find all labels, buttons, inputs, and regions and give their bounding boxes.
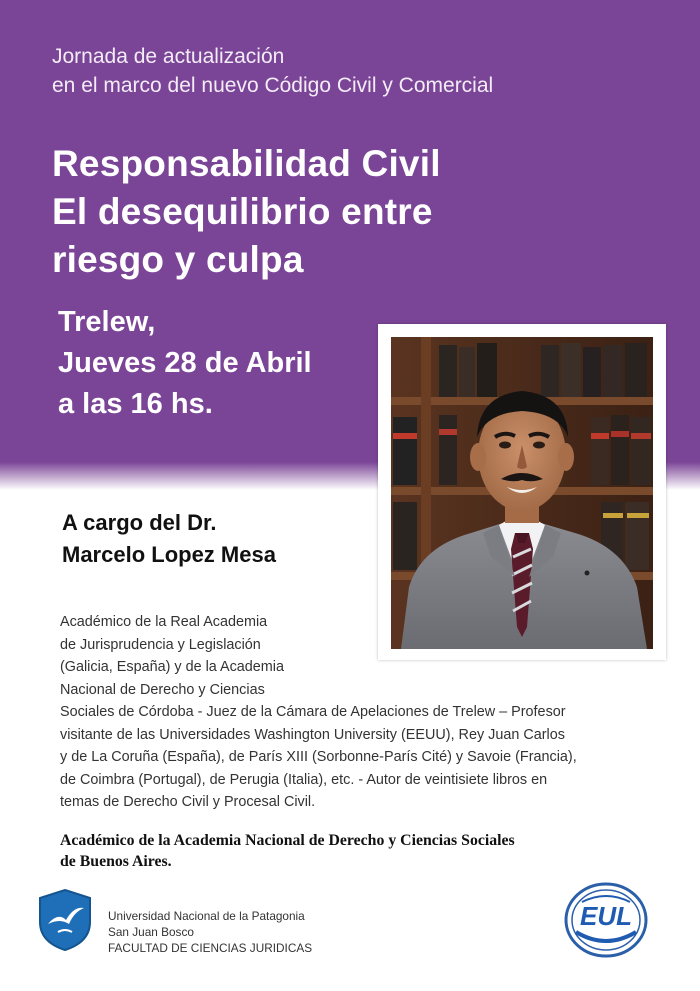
university-name [108, 908, 312, 956]
bio-line: y de La Coruña (España), de París XIII (Sorbonne-París Cité) y Savoie (Francia), [60, 749, 577, 765]
speaker-block [62, 507, 276, 571]
title-line: El desequilibrio entre [52, 191, 433, 232]
title-line: riesgo y culpa [52, 239, 304, 280]
speaker-name: Marcelo Lopez Mesa [62, 542, 276, 567]
intro-line: en el marco del nuevo Código Civil y Comercial [52, 74, 494, 97]
intro-text [52, 42, 493, 100]
faculty-line: FACULTAD DE CIENCIAS JURIDICAS [108, 941, 313, 955]
event-title [52, 140, 441, 284]
event-date-place [58, 302, 312, 425]
university-line: San Juan Bosco [108, 925, 194, 939]
bio-line: de Jurisprudencia y Legislación [60, 636, 261, 653]
speaker-intro: A cargo del Dr. [62, 510, 217, 535]
speaker-bio [60, 611, 577, 814]
bio-line: Sociales de Córdoba - Juez de la Cámara de Apelaciones de Trelew – Profesor [60, 704, 566, 720]
bio-highlight-line: Académico de la Academia Nacional de Derecho y Ciencias Sociales [60, 832, 515, 849]
bio-line: (Galicia, España) y de la Academia [60, 659, 284, 675]
university-line: Universidad Nacional de la Patagonia [108, 909, 305, 923]
event-time: a las 16 hs. [58, 388, 213, 420]
bio-highlight-line: de Buenos Aires. [60, 853, 172, 870]
eul-logo-text: EUL [580, 901, 632, 931]
bio-line: de Coimbra (Portugal), de Perugia (Italia), etc. - Autor de veintisiete libros en [60, 771, 548, 788]
bio-line: Nacional de Derecho y Ciencias [60, 681, 265, 698]
bio-line: Académico de la Real Academia [60, 614, 268, 630]
event-date: Jueves 28 de Abril [58, 347, 312, 379]
bio-line: temas de Derecho Civil y Procesal Civil. [60, 794, 316, 810]
bio-line: visitante de las Universidades Washington University (EEUU), Rey Juan Carlos [60, 726, 565, 743]
speaker-bio-highlight [60, 830, 515, 872]
event-place: Trelew, [58, 306, 156, 338]
speaker-photo [391, 337, 653, 649]
intro-line: Jornada de actualización [52, 45, 285, 68]
seagull-emblem-icon [36, 888, 94, 952]
eul-editorial-logo-icon [562, 880, 650, 960]
title-line: Responsabilidad Civil [52, 143, 441, 184]
